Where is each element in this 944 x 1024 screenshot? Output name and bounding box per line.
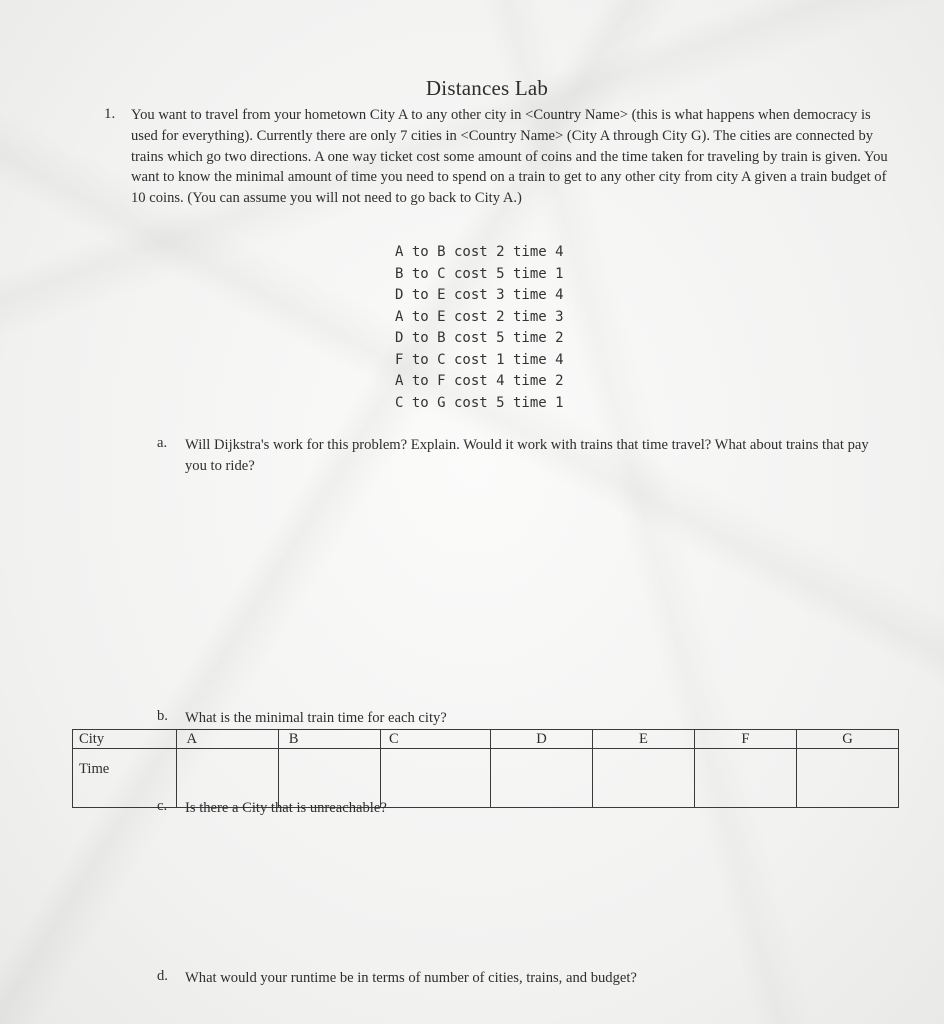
edge-list — [395, 242, 564, 414]
table-column-header: G — [796, 730, 898, 749]
question-text: You want to travel from your hometown City A to any other city in <Country Name> (this is what happens when democracy is used for everything). Currently there are only 7 cities in <Country Name> (City A through City G). The cities are connected by trains which go two directions. A one way ticket cost some amount of coins and the time taken for traveling by train is given. You want to know the minimal amount of time you need to spend on a train to get to any other city from city A given a train budget of 10 coins. (You can assume you will not need to go back to City A.) — [131, 107, 888, 207]
table-column-header: F — [694, 730, 796, 749]
edge-line: D to E cost 3 time 4 — [395, 287, 564, 303]
part-d-label: d. — [157, 968, 168, 984]
edge-line: B to C cost 5 time 1 — [395, 265, 564, 282]
table-column-header: B — [278, 730, 380, 749]
part-a-label: a. — [157, 435, 168, 451]
edge-line: D to B cost 5 time 2 — [395, 330, 564, 346]
edge-line: A to B cost 2 time 4 — [395, 244, 564, 260]
table-row-header: City — [73, 730, 177, 749]
page-title: Distances Lab — [425, 76, 549, 100]
table-column-header: E — [593, 730, 695, 749]
train-time-table — [72, 729, 899, 808]
table-header-row — [73, 730, 899, 749]
edge-line: A to F cost 4 time 2 — [395, 373, 564, 389]
table-cell-empty[interactable] — [796, 749, 898, 808]
edge-line: C to G cost 5 time 1 — [395, 394, 564, 411]
part-b-label: b. — [157, 708, 168, 724]
edge-line: A to E cost 2 time 3 — [395, 308, 564, 325]
part-d-text: What would your runtime be in terms of number of cities, trains, and budget? — [185, 970, 637, 986]
table-column-header: D — [490, 730, 592, 749]
part-b-text: What is the minimal train time for each city? — [185, 710, 447, 726]
edge-line: F to C cost 1 time 4 — [395, 351, 564, 368]
part-c-label: c. — [157, 798, 168, 814]
question-number: 1. — [104, 106, 116, 122]
table-column-header: C — [380, 730, 490, 749]
part-a-text: Will Dijkstra's work for this problem? Explain. Would it work with trains that time travel? What about trains that pay you to ride? — [185, 437, 869, 474]
part-c-text: Is there a City that is unreachable? — [185, 800, 387, 816]
table-column-header: A — [176, 730, 278, 749]
table-row-label: Time — [73, 749, 177, 808]
